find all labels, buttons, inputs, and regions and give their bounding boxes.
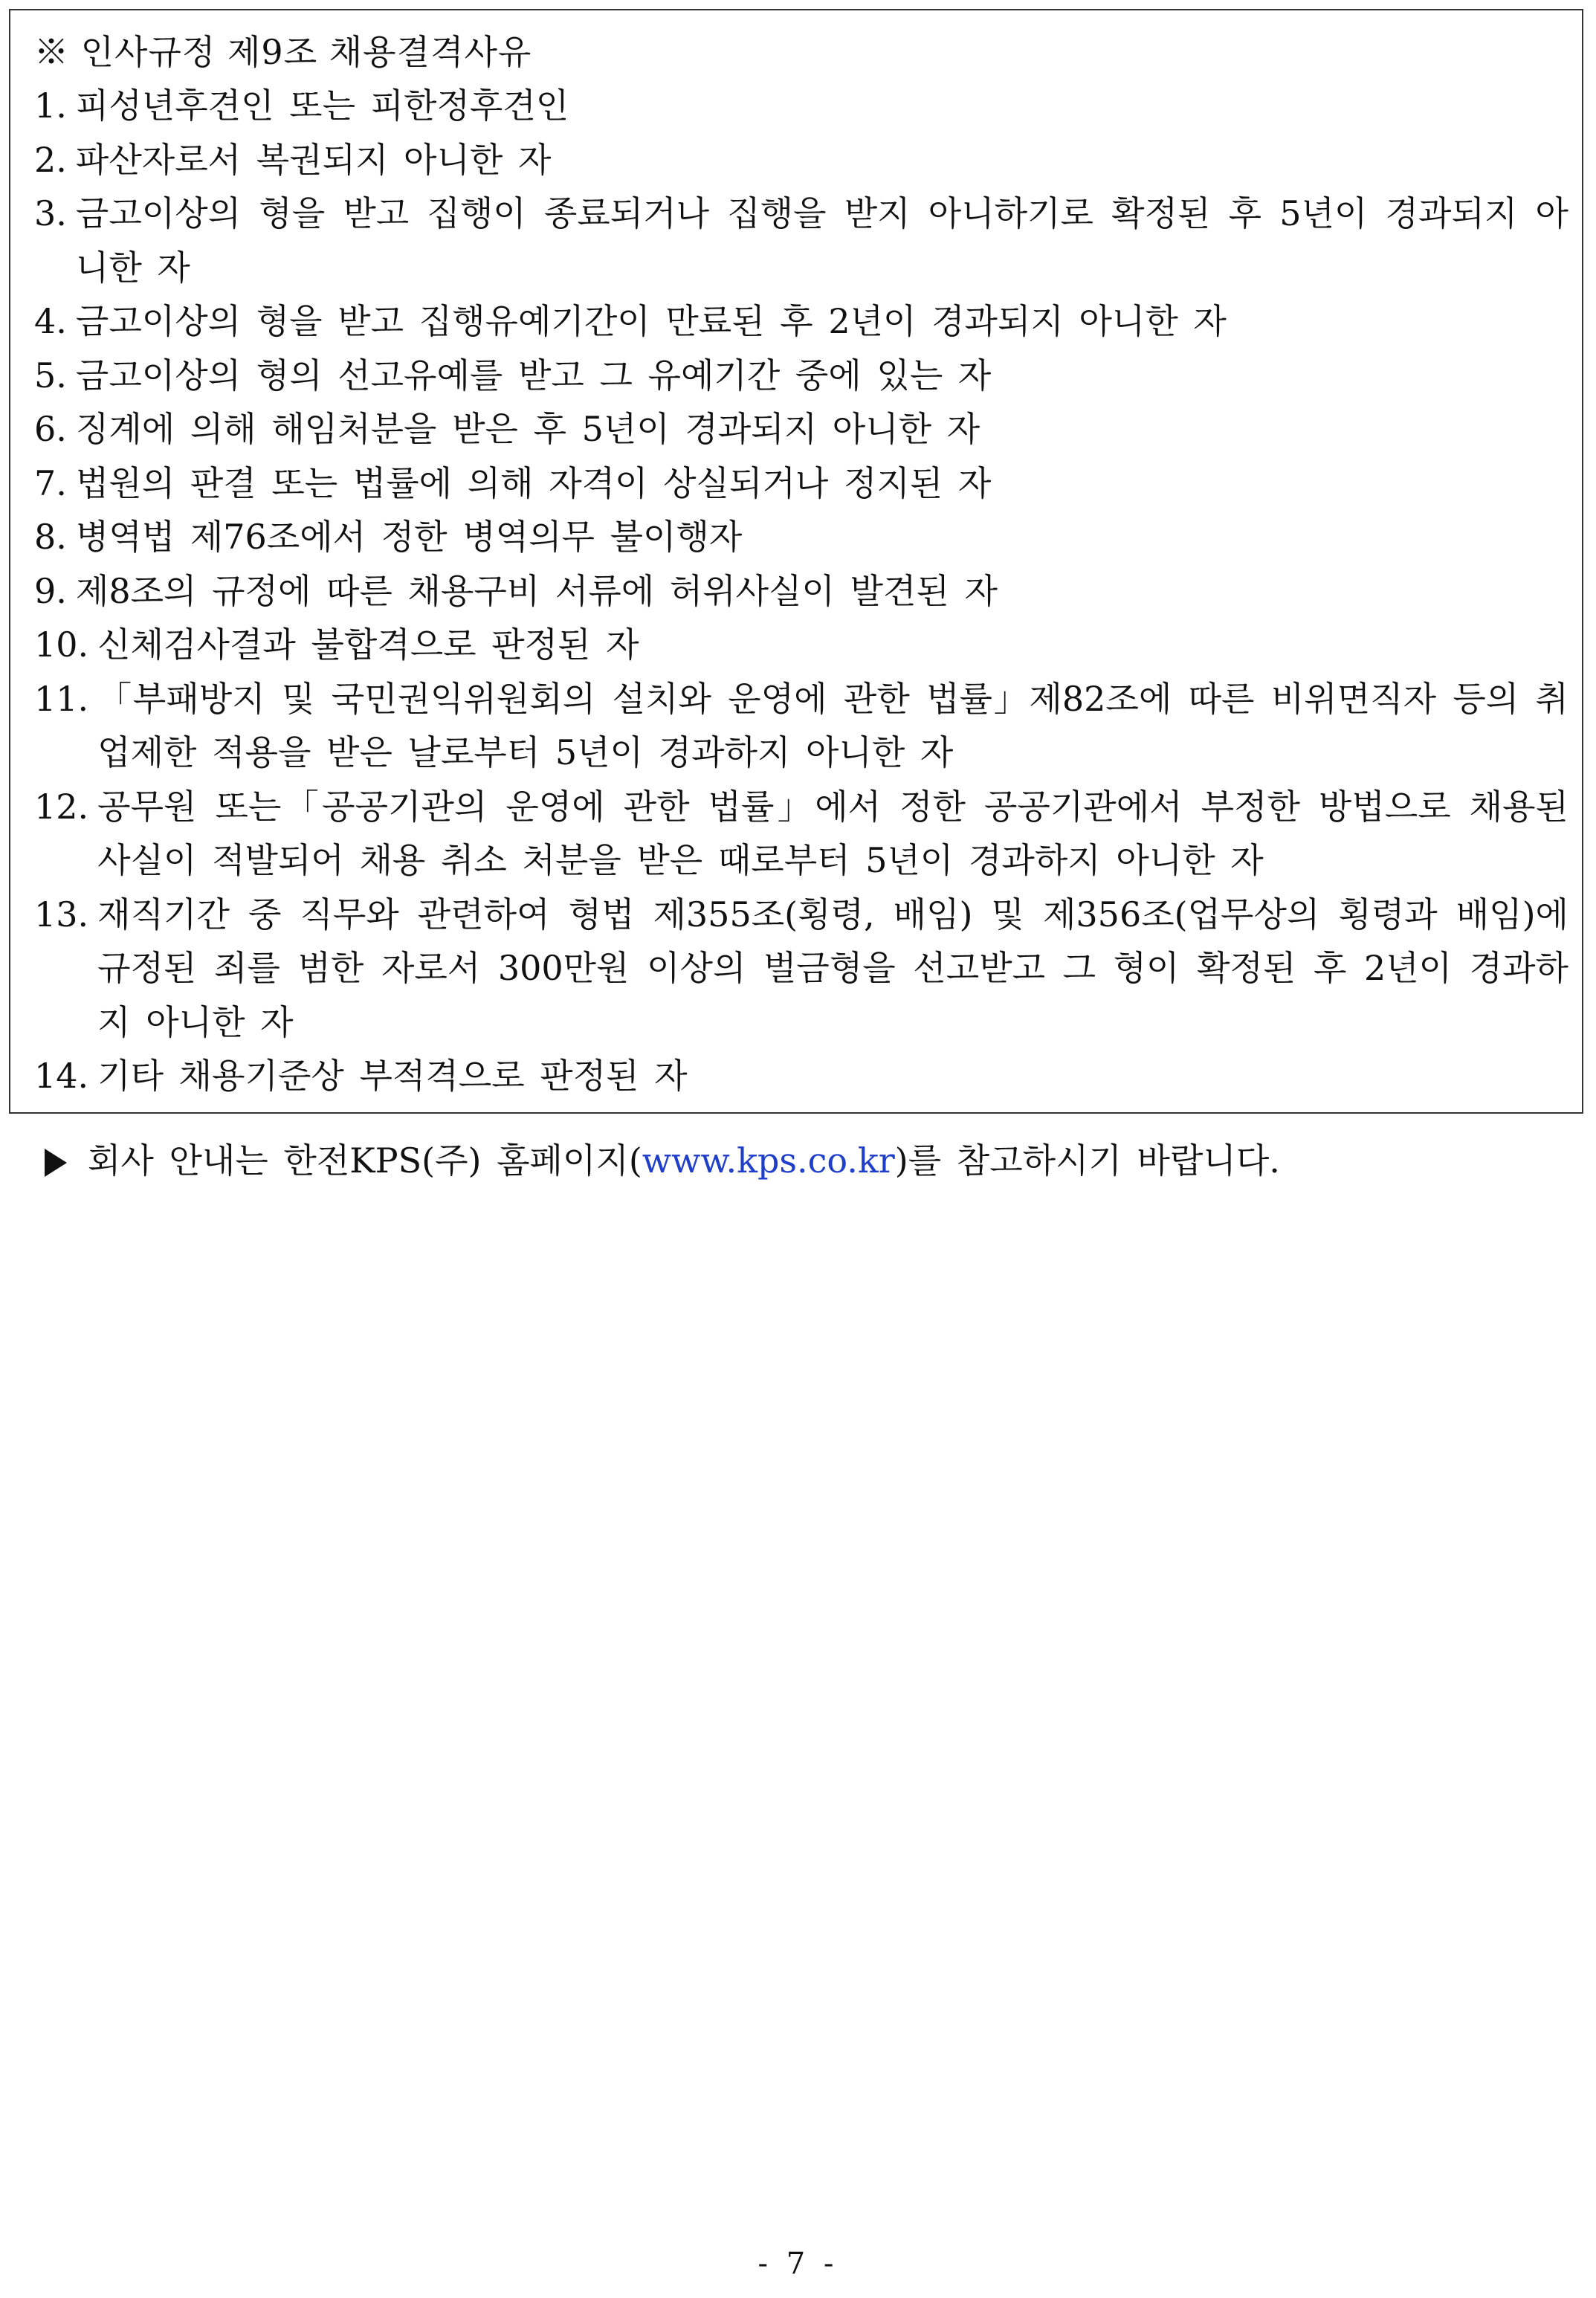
item-text: 병역법 제76조에서 정한 병역의무 불이행자 xyxy=(75,517,743,557)
homepage-note xyxy=(45,1134,1280,1187)
item-text: 공무원 또는「공공기관의 운영에 관한 법률」에서 정한 공공기관에서 부정한 방법으로 채용된 사실이 적발되어 채용 취소 처분을 받은 때로부터 5년이 경과하지 아니한 자 xyxy=(97,786,1568,880)
disqualification-box xyxy=(9,9,1583,1114)
item-text: 피성년후견인 또는 피한정후견인 xyxy=(75,85,569,126)
item-text: 재직기간 중 직무와 관련하여 형법 제355조(횡령, 배임) 및 제356조(업무상의 횡령과 배임)에 규정된 죄를 범한 자로서 300만원 이상의 벌금형을 선고받고 그 형이 확정된 후 2년이 경과하지 아니한 자 xyxy=(97,894,1568,1042)
list-item xyxy=(34,133,1568,187)
item-text: 징계에 의해 해임처분을 받은 후 5년이 경과되지 아니한 자 xyxy=(75,409,980,449)
list-item xyxy=(34,618,1568,672)
item-number: 14. xyxy=(34,1056,89,1096)
list-item xyxy=(34,187,1568,294)
item-number: 12. xyxy=(34,786,89,827)
item-number: 9. xyxy=(34,570,67,611)
item-number: 1. xyxy=(34,85,67,126)
item-number: 8. xyxy=(34,517,67,557)
item-number: 5. xyxy=(34,355,67,396)
item-text: 파산자로서 복권되지 아니한 자 xyxy=(75,139,552,180)
item-text: 기타 채용기준상 부적격으로 판정된 자 xyxy=(97,1056,688,1096)
item-number: 11. xyxy=(34,678,89,719)
list-item xyxy=(34,294,1568,349)
list-item xyxy=(34,1049,1568,1103)
page-number: - 7 - xyxy=(757,2247,839,2281)
homepage-link[interactable]: www.kps.co.kr xyxy=(642,1140,895,1181)
item-number: 10. xyxy=(34,624,89,665)
item-text: 신체검사결과 불합격으로 판정된 자 xyxy=(97,624,639,665)
list-item xyxy=(34,510,1568,564)
item-number: 13. xyxy=(34,894,89,935)
list-item xyxy=(34,456,1568,511)
note-suffix: )를 참고하시기 바랍니다. xyxy=(894,1140,1280,1181)
item-number: 4. xyxy=(34,301,67,341)
item-text: 제8조의 규정에 따른 채용구비 서류에 허위사실이 발견된 자 xyxy=(75,570,998,611)
triangle-right-icon xyxy=(45,1149,67,1177)
item-text: 「부패방지 및 국민권익위원회의 설치와 운영에 관한 법률」제82조에 따른 비위면직자 등의 취업제한 적용을 받은 날로부터 5년이 경과하지 아니한 자 xyxy=(97,678,1568,772)
disqualification-list xyxy=(34,79,1568,1103)
list-item xyxy=(34,79,1568,133)
list-item xyxy=(34,402,1568,456)
item-text: 금고이상의 형을 받고 집행유예기간이 만료된 후 2년이 경과되지 아니한 자 xyxy=(75,301,1227,341)
list-item xyxy=(34,888,1568,1050)
item-number: 3. xyxy=(34,193,67,233)
note-prefix: 회사 안내는 한전KPS(주) 홈페이지( xyxy=(88,1140,642,1181)
item-number: 2. xyxy=(34,139,67,180)
list-item xyxy=(34,780,1568,888)
list-item xyxy=(34,564,1568,619)
section-heading: ※ 인사규정 제9조 채용결격사유 xyxy=(34,32,532,72)
item-number: 7. xyxy=(34,462,67,503)
list-item xyxy=(34,349,1568,403)
item-text: 금고이상의 형의 선고유예를 받고 그 유예기간 중에 있는 자 xyxy=(75,355,992,396)
list-item xyxy=(34,672,1568,780)
item-text: 법원의 판결 또는 법률에 의해 자격이 상실되거나 정지된 자 xyxy=(75,462,992,503)
item-text: 금고이상의 형을 받고 집행이 종료되거나 집행을 받지 아니하기로 확정된 후 5년이 경과되지 아니한 자 xyxy=(75,193,1568,288)
item-number: 6. xyxy=(34,409,67,449)
